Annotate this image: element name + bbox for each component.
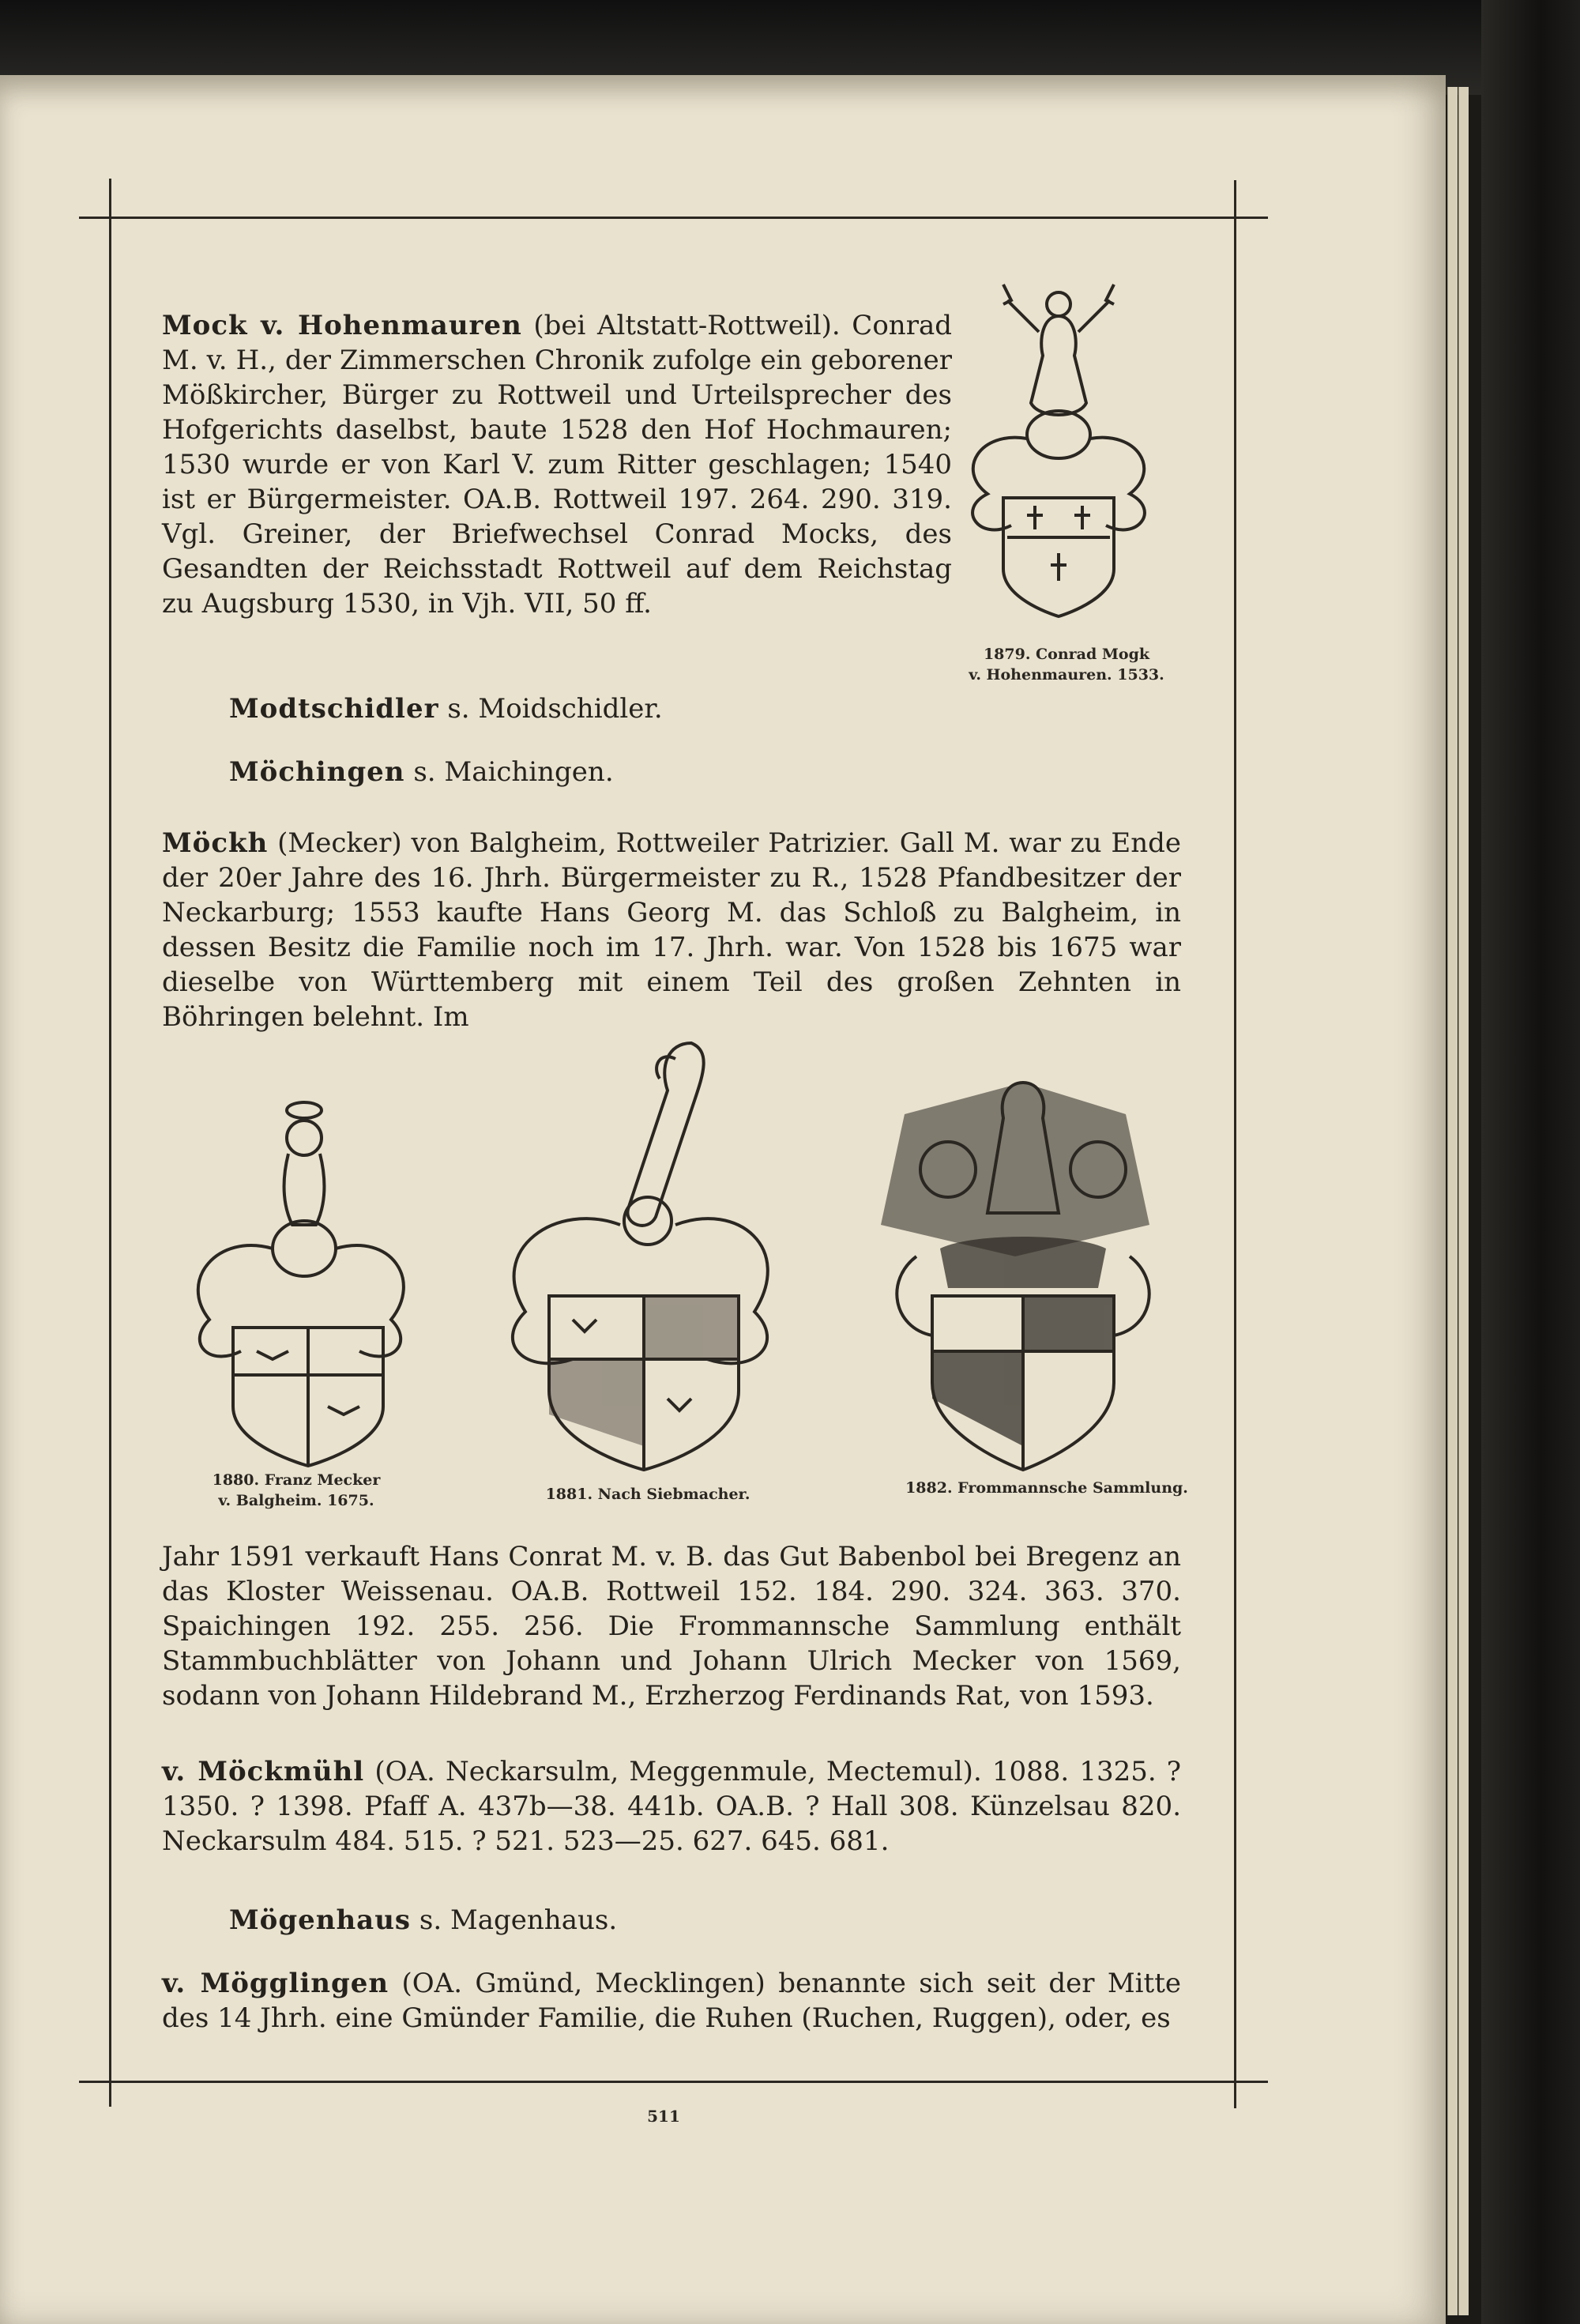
entry-mochingen bbox=[229, 755, 940, 789]
entry-mogenhaus bbox=[229, 1903, 940, 1938]
caption-line: 1880. Franz Mecker bbox=[212, 1471, 381, 1489]
entry-mogglingen bbox=[162, 1966, 1181, 2036]
entry-text: (OA. Gmünd, Mecklingen) benannte sich seit der Mitte des 14 Jhrh. eine Gmünder Familie, die Ruhen (Ruchen, Ruggen), oder, es bbox=[162, 1968, 1182, 2034]
frame-left-rule bbox=[109, 179, 111, 2107]
caption-line: v. Balgheim. 1675. bbox=[218, 1492, 374, 1509]
entry-headword: v. Mögglingen bbox=[162, 1968, 389, 1999]
entry-text: (bei Altstatt-Rottweil). Conrad M. v. H., der Zimmerschen Chronik zufolge ein geborener Mößkircher, Bürger zu Rottweil und Urteilsprecher des Hofgerichts daselbst, baute 1528 den Hof Hochmauren; 1530 wurde er von Karl V. zum Ritter geschlagen; 1540 ist er Bürgermeister. OA.B. Rottweil 197. 264. 290. 319. Vgl. Greiner, der Briefwechsel Conrad Mocks, des Gesandten der Reichsstadt Rottweil auf dem Reichstag zu Augsburg 1530, in Vjh. VII, 50 ff. bbox=[162, 310, 952, 620]
entry-text: s. Moidschidler. bbox=[447, 693, 663, 725]
entry-headword: Möckh bbox=[162, 827, 269, 859]
coat-of-arms-1879 bbox=[944, 269, 1173, 648]
entry-headword: Mock v. Hohenmauren bbox=[162, 310, 522, 341]
coat-of-arms-1881 bbox=[478, 1027, 770, 1486]
caption-line: v. Hohenmauren. 1533. bbox=[969, 666, 1164, 684]
entry-text: s. Magenhaus. bbox=[419, 1904, 618, 1936]
entry-text: Jahr 1591 verkauft Hans Conrat M. v. B. das Gut Babenbol bei Bregenz an das Kloster Weissenau. OA.B. Rottweil 152. 184. 290. 324. 363. 370. Spaichingen 192. 255. 256. Die Frommannsche Sammlung enthält Stammbuchblätter von Johann und Johann Ulrich Mecker von 1569, sodann von Johann Hildebrand M., Erzherzog Ferdinands Rat, von 1593. bbox=[162, 1541, 1181, 1712]
caption-1881 bbox=[514, 1484, 782, 1505]
caption-line: 1879. Conrad Mogk bbox=[983, 646, 1150, 663]
caption-line: 1882. Frommannsche Sammlung. bbox=[905, 1479, 1188, 1497]
entry-headword: Mögenhaus bbox=[229, 1904, 412, 1936]
caption-1882 bbox=[873, 1478, 1221, 1498]
page-edges bbox=[1458, 87, 1469, 2315]
frame-right-rule bbox=[1234, 180, 1236, 2108]
caption-1879 bbox=[948, 644, 1185, 685]
frame-top-rule bbox=[79, 217, 1268, 219]
entry-text: (OA. Neckarsulm, Meggenmule, Mectemul). 1088. 1325. ? 1350. ? 1398. Pfaff A. 437b—38. 441b. OA.B. ? Hall 308. Künzelsau 820. Neckarsulm 484. 515. ? 521. 523—25. 627. 645. 681. bbox=[162, 1756, 1181, 1857]
entry-headword: v. Möckmühl bbox=[162, 1756, 365, 1787]
entry-mock bbox=[162, 308, 952, 621]
entry-text: (Mecker) von Balgheim, Rottweiler Patrizier. Gall M. war zu Ende der 20er Jahre des 16. Jhrh. Bürgermeister zu R., 1528 Pfandbesitzer der Neckarburg; 1553 kaufte Hans Georg M. das Schloß zu Balgheim, in dessen Besitz die Familie noch im 17. Jhrh. war. Von 1528 bis 1675 war dieselbe von Württemberg mit einem Teil des großen Zehnten in Böhringen belehnt. Im bbox=[162, 827, 1181, 1033]
coat-of-arms-1880 bbox=[170, 1090, 407, 1470]
entry-mockmuhl bbox=[162, 1754, 1181, 1859]
entry-mockh-continuation bbox=[162, 1539, 1181, 1713]
page-number: 511 bbox=[647, 2107, 680, 2126]
caption-1880 bbox=[170, 1470, 423, 1511]
entry-headword: Möchingen bbox=[229, 756, 405, 788]
coat-of-arms-1882 bbox=[869, 1051, 1177, 1486]
entry-mockh bbox=[162, 826, 1181, 1034]
entry-headword: Modtschidler bbox=[229, 693, 439, 725]
caption-line: 1881. Nach Siebmacher. bbox=[545, 1486, 750, 1503]
frame-bottom-rule bbox=[79, 2081, 1268, 2083]
entry-text: s. Maichingen. bbox=[413, 756, 614, 788]
entry-modtschidler bbox=[229, 691, 940, 726]
book-binding bbox=[1481, 0, 1580, 2324]
page-edges bbox=[1447, 87, 1458, 2315]
